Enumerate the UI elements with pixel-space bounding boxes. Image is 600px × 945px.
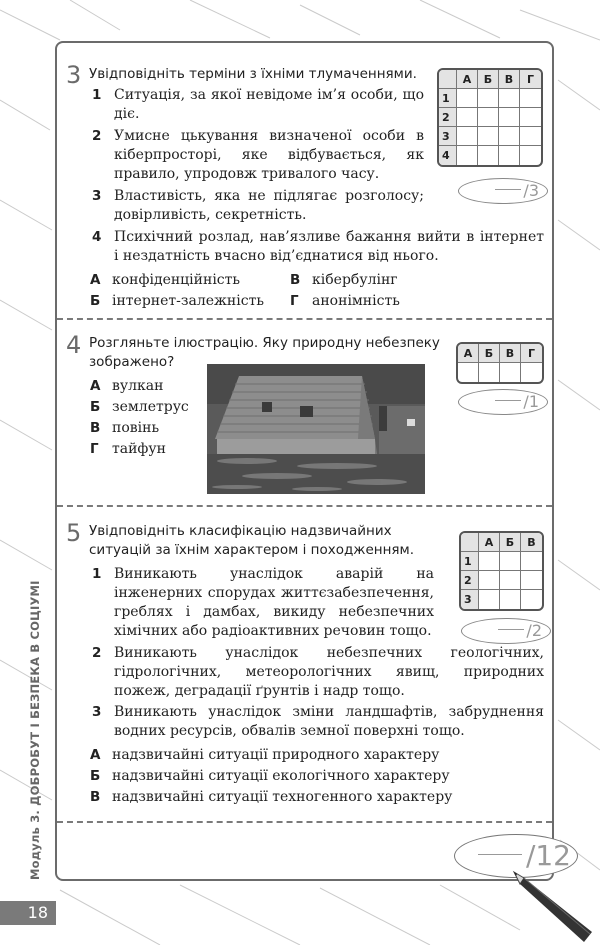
answer-cell[interactable] — [521, 363, 542, 382]
answer-grid: А Б В Г 1 2 3 4 — [437, 68, 543, 167]
answer-cell[interactable] — [500, 363, 521, 382]
answer-cell[interactable] — [458, 363, 479, 382]
option: Г анонімність — [290, 293, 400, 309]
dashed-divider — [57, 318, 552, 320]
answer-cell[interactable] — [500, 571, 521, 590]
answer-cell[interactable] — [520, 108, 541, 127]
worksheet-card — [55, 41, 554, 881]
dashed-divider — [57, 821, 552, 823]
score-oval[interactable]: /1 — [458, 389, 548, 415]
total-score-oval[interactable]: /12 — [454, 834, 578, 878]
dashed-divider — [57, 505, 552, 507]
task-number: 3 — [66, 61, 82, 89]
module-side-header: Модуль 3. ДОБРОБУТ І БЕЗПЕКА В СОЦІУМІ — [28, 580, 42, 880]
list-item: 1 Виникають унаслідок аварій на інженерних спорудах життєзабезпечення, греблях і дамбах, викиду небезпечних хімічних або радіоактивних речовин тощо. — [92, 566, 434, 639]
answer-cell[interactable] — [479, 552, 500, 571]
option: А надзвичайні ситуації природного характеру — [90, 747, 440, 763]
score-oval[interactable]: /3 — [458, 178, 548, 204]
score-oval[interactable]: /2 — [461, 618, 551, 644]
task-number: 4 — [66, 331, 82, 359]
task-title: Увідповідніть класифікацію надзвичайних ситуацій за їхнім характером і походженням. — [89, 523, 415, 558]
answer-cell[interactable] — [499, 127, 520, 146]
answer-cell[interactable] — [478, 89, 499, 108]
answer-cell[interactable] — [457, 89, 478, 108]
answer-cell[interactable] — [520, 146, 541, 165]
task-title: Розгляньте ілюстрацію. Яку природну небезпеку зображено? — [89, 335, 440, 370]
answer-cell[interactable] — [478, 108, 499, 127]
answer-cell[interactable] — [521, 590, 542, 609]
option: Б інтернет-залежність — [90, 293, 264, 309]
answer-cell[interactable] — [457, 127, 478, 146]
answer-cell[interactable] — [520, 127, 541, 146]
option: А конфіденційність — [90, 272, 241, 288]
answer-cell[interactable] — [457, 108, 478, 127]
answer-cell[interactable] — [521, 571, 542, 590]
answer-cell[interactable] — [499, 108, 520, 127]
option: В кібербулінг — [290, 272, 398, 288]
task-title: Увідповідніть терміни з їхніми тлумаченнями. — [89, 66, 417, 82]
pencil-icon — [512, 870, 600, 945]
task-number: 5 — [66, 519, 82, 547]
list-item: 2 Умисне цькування визначеної особи в кіберпросторі, яке відбувається, як правило, упродовж тривалого часу. — [92, 128, 424, 182]
answer-grid: А Б В Г — [456, 342, 544, 384]
page-number: 18 — [0, 901, 56, 925]
answer-cell[interactable] — [500, 552, 521, 571]
option: Г тайфун — [90, 441, 166, 457]
answer-cell[interactable] — [478, 127, 499, 146]
flood-photo — [207, 364, 425, 494]
option: Б надзвичайні ситуації екологічного характеру — [90, 768, 450, 784]
answer-cell[interactable] — [457, 146, 478, 165]
option: Б землетрус — [90, 399, 189, 415]
list-item: 4 Психічний розлад, нав’язливе бажання вийти в інтернет і нездатність вчасно від’єднатися від нього. — [92, 229, 544, 264]
answer-cell[interactable] — [521, 552, 542, 571]
answer-grid: А Б В 1 2 3 — [459, 531, 544, 611]
option: В повінь — [90, 420, 160, 436]
answer-cell[interactable] — [479, 571, 500, 590]
answer-cell[interactable] — [479, 590, 500, 609]
answer-cell[interactable] — [478, 146, 499, 165]
answer-cell[interactable] — [479, 363, 500, 382]
list-item: 2 Виникають унаслідок небезпечних геологічних, гідрологічних, метеорологічних явищ, природних пожеж, деградації ґрунтів і надр тощо. — [92, 645, 544, 699]
list-item: 3 Властивість, яка не підлягає розголосу; довірливість, секретність. — [92, 188, 424, 223]
option: В надзвичайні ситуації техногенного характеру — [90, 789, 453, 805]
answer-cell[interactable] — [499, 146, 520, 165]
list-item: 3 Виникають унаслідок зміни ландшафтів, забруднення водних ресурсів, обвалів земної поверхні тощо. — [92, 704, 544, 739]
list-item: 1 Ситуація, за якої невідоме ім’я особи, що діє. — [92, 87, 424, 122]
answer-cell[interactable] — [499, 89, 520, 108]
answer-cell[interactable] — [520, 89, 541, 108]
answer-cell[interactable] — [500, 590, 521, 609]
option: А вулкан — [90, 378, 164, 394]
